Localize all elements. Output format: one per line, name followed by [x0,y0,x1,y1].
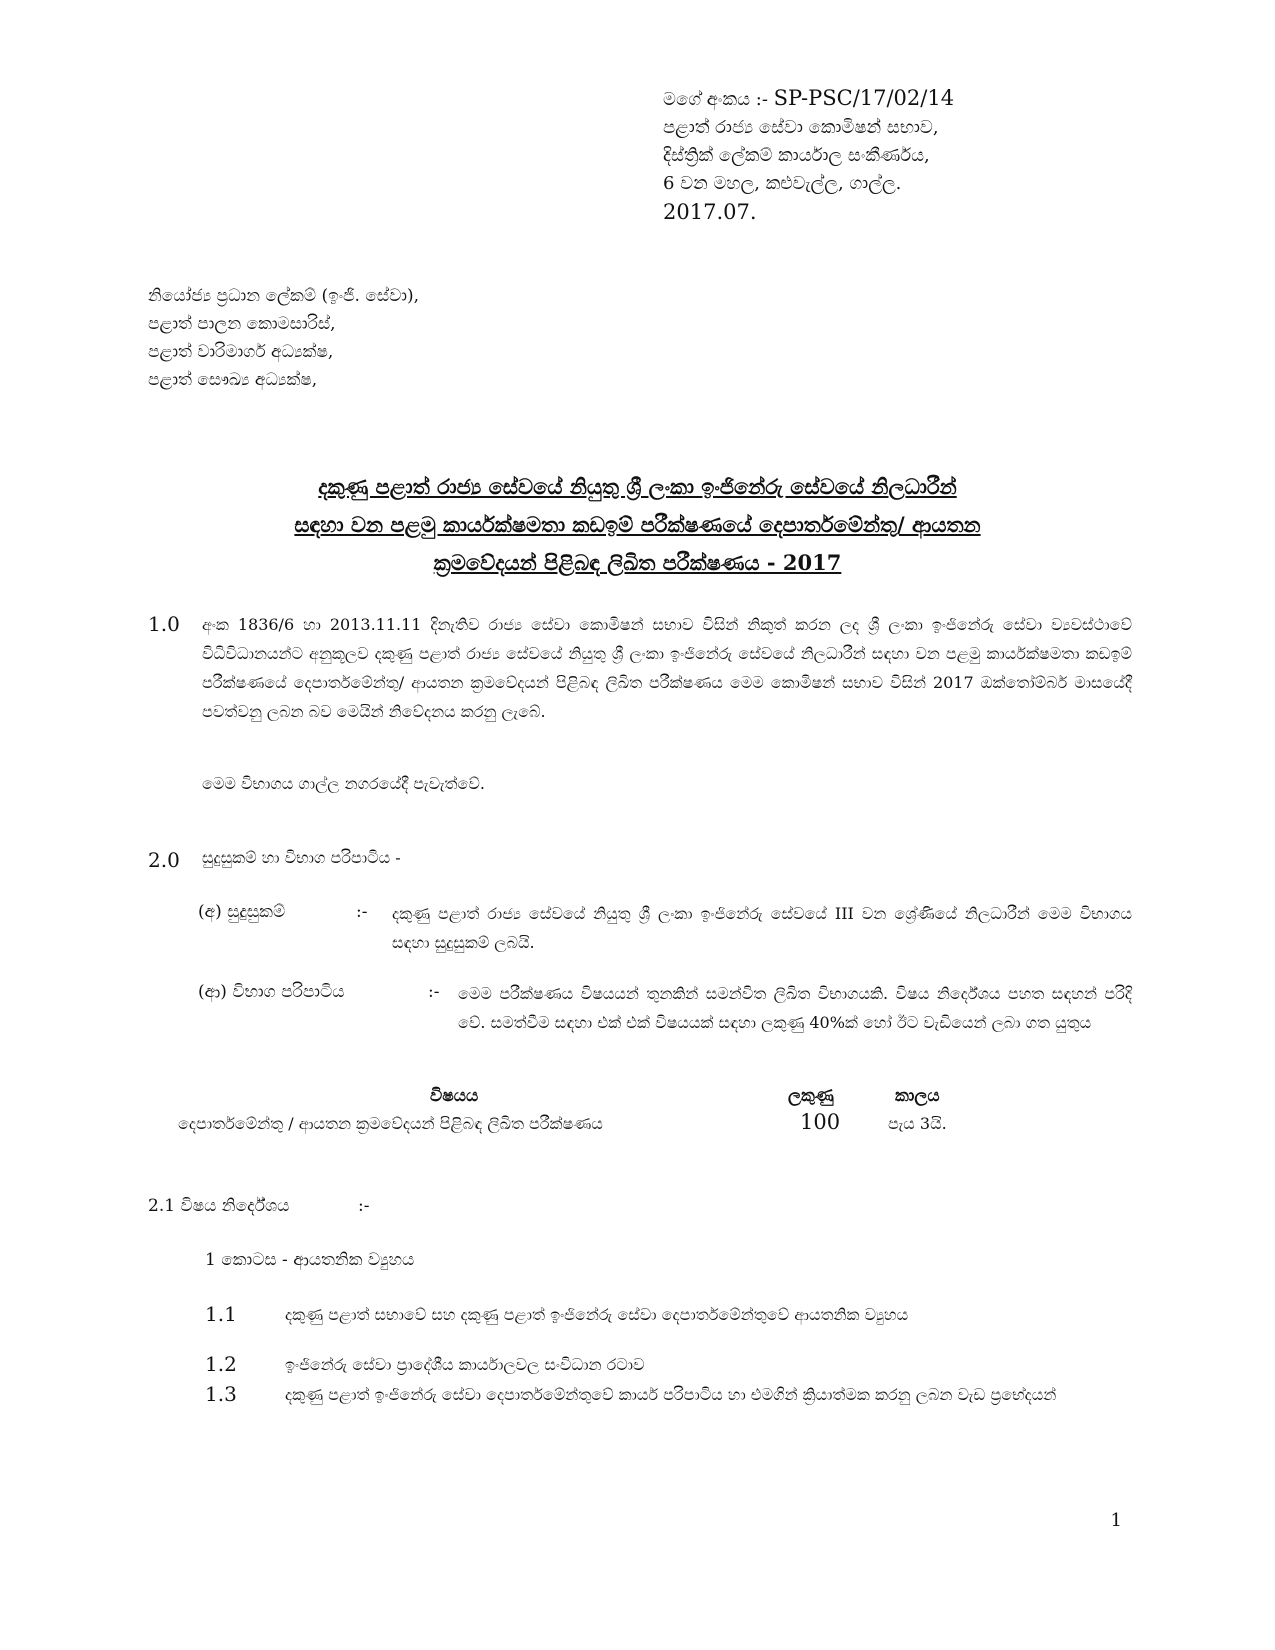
part-1-heading: 1 කොටස - ආයතනික ව්‍යුහය [205,1250,415,1270]
document-title [140,468,1135,582]
procedure-separator: :- [428,982,440,1002]
table-row-time: පැය 3යි. [888,1114,947,1133]
recipient-line: පළාත් වාරිමාර්ග අධ්‍යක්ෂ, [148,342,334,362]
section-2-1-heading: 2.1 විෂය නිර්දේශය [148,1196,290,1216]
section-1-number: 1.0 [148,612,180,636]
sender-complex: දිස්ත්‍රික් ලේකම් කාර්යාල සංකීර්ණය, [663,145,930,166]
recipient-line: නියෝජ්‍ය ප්‍රධාන ලේකම් (ඉංජි. සේවා), [148,286,420,306]
procedure-label: (ආ) විභාග පරිපාටිය [198,982,345,1002]
reference-label: මගේ අංකය [663,89,751,110]
list-item-text: දකුණු පළාත් සභාවේ සහ දකුණු පළාත් ඉංජිනේරු සේවා දෙපාර්තමේන්තුවේ ආයතනික ව්‍යුහය [285,1305,909,1324]
section-1-venue: මෙම විභාගය ගාල්ල නගරයේදී පැවැත්වේ. [202,774,486,793]
table-header-time: කාලය [895,1086,940,1106]
title-line-1: දකුණු පළාත් රාජ්‍ය සේවයේ නියුතු ශ්‍රී ලංකා ඉංජිනේරු සේවයේ නිලධාරීන් [318,474,957,499]
title-line-3: ක්‍රමවේදයන් පිළිබඳ ලිඛිත පරීක්ෂණය - 2017 [433,550,842,575]
reference-block [663,84,954,226]
qualification-label: (අ) සුදුසුකම් [198,902,286,922]
list-item-text: ඉංජිනේරු සේවා ප්‍රාදේශීය කාර්යාලවල සංවිධාන රටාව [285,1355,645,1374]
title-line-2: සඳහා වන පළමු කාර්යක්ෂමතා කඩඉම් පරීක්ෂණයේ දෙපාර්තමේන්තු/ ආයතන [294,512,981,537]
list-item-text: දකුණු පළාත් ඉංජිනේරු සේවා දෙපාර්තමේන්තුවේ කාර්ය පරිපාටිය හා එමගින් ක්‍රියාත්මක කරනු ලබන වැඩ ප්‍රභේදයන් [285,1385,1057,1404]
table-header-marks: ලකුණු [788,1086,834,1106]
sender-floor: 6 වන මහල, කළුවැල්ල, ගාල්ල. [663,173,902,194]
section-2-1-separator: :- [358,1196,370,1216]
qualification-text: දකුණු පළාත් රාජ්‍ය සේවයේ නියුතු ශ්‍රී ලංකා ඉංජිනේරු සේවයේ III වන ශ්‍රේණියේ නිලධාරීන් මෙම විභාගය සඳහා සුදුසුකම් ලබයි. [392,904,1132,952]
table-row-marks: 100 [800,1110,841,1134]
qualification-separator: :- [356,902,368,922]
reference-number: SP-PSC/17/02/14 [773,86,955,110]
table-row-subject: දෙපාර්තමේන්තු / ආයතන ක්‍රමවේදයන් පිළිබඳ ලිඛිත පරීක්ෂණය [178,1114,603,1133]
recipient-line: පළාත් සෞඛ්‍ය අධ්‍යක්ෂ, [148,370,318,390]
recipients-block [148,282,419,394]
sender-org: පළාත් රාජ්‍ය සේවා කොමිෂන් සභාව, [663,117,939,138]
procedure-text: මෙම පරීක්ෂණය විෂයයන් තුනකින් සමන්විත ලිඛිත විභාගයකි. විෂය නිර්දේශය පහත සඳහන් පරිදි වේ. සමත්වීම සඳහා එක් එක් විෂයයක් සඳහා ලකුණු 40%ක් හෝ ඊට වැඩියෙන් ලබා ගත යුතුය [458,984,1132,1032]
section-2-heading: සුදුසුකම් හා විභාග පරිපාටිය - [202,848,401,867]
reference-separator: :- [755,89,768,110]
section-2-number: 2.0 [148,848,180,872]
letter-date: 2017.07. [663,200,757,224]
list-item-number: 1.1 [205,1302,237,1326]
page-number: 1 [1110,1510,1122,1531]
recipient-line: පළාත් පාලන කොමසාරිස්, [148,314,336,334]
reference-line [663,84,954,114]
table-header-subject: විෂයය [430,1086,479,1106]
section-1-text: අංක 1836/6 හා 2013.11.11 දිනැතිව රාජ්‍ය සේවා කොමිෂන් සභාව විසින් නිකුත් කරන ලද ශ්‍රී ලංකා ඉංජිනේරු සේවා ව්‍යවස්ථාවේ විධිවිධානයන්ට අනුකූලව දකුණු පළාත් රාජ්‍ය සේවයේ නියුතු ශ්‍රී ලංකා ඉංජිනේරු සේවයේ නිලධාරීන් සඳහා වන පළමු කාර්යක්ෂමතා කඩඉම් පරීක්ෂණයේ දෙපාර්තමේන්තු/ ආයතන ක්‍රමවේදයන් පිළිබඳ ලිඛිත පරීක්ෂණය මෙම කොමිෂන් සභාව විසින් 2017 ඔක්තෝම්බර් මාසයේදී පවත්වනු ලබන බව මෙයින් නිවේදනය කරනු ලැබේ. [202,615,1132,721]
list-item-number: 1.3 [205,1382,237,1406]
list-item-number: 1.2 [205,1352,237,1376]
